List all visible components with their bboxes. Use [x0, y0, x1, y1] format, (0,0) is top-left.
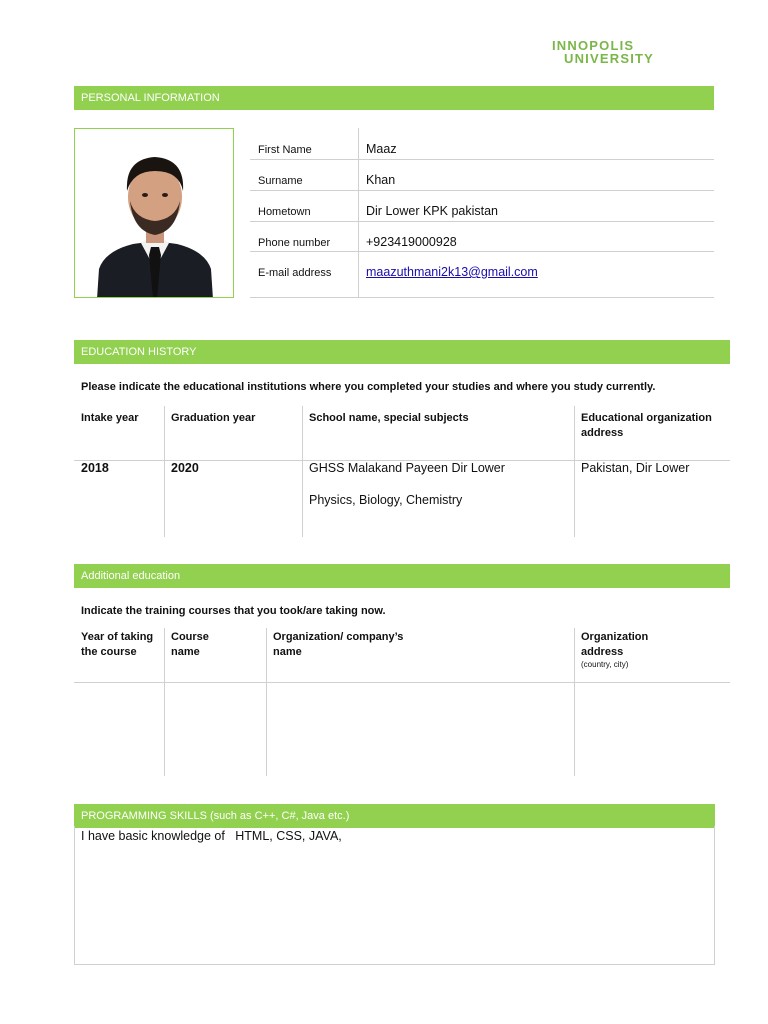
col-school-name: School name, special subjects	[309, 412, 469, 424]
phone-value: +923419000928	[366, 235, 457, 249]
portrait-image	[75, 129, 234, 298]
education-header: EDUCATION HISTORY	[74, 340, 730, 364]
phone-label: Phone number	[258, 237, 331, 249]
logo-line1: INNOPOLIS	[552, 38, 635, 53]
surname-value: Khan	[366, 173, 396, 187]
profile-photo	[74, 128, 234, 298]
col-divider	[164, 628, 165, 776]
col-intake-year: Intake year	[81, 412, 139, 424]
hometown-value: Dir Lower KPK pakistan	[366, 204, 499, 218]
email-link[interactable]: maazuthmani2k13@gmail.com	[366, 265, 538, 279]
first-name-label: First Name	[258, 144, 312, 156]
intake-year-value: 2018	[81, 461, 109, 475]
org-address-value: Pakistan, Dir Lower	[581, 461, 690, 475]
col-course-name: Course name	[171, 631, 209, 658]
graduation-year-value: 2020	[171, 461, 199, 475]
row-divider	[250, 190, 714, 191]
col-divider	[266, 628, 267, 776]
programming-skills-text: I have basic knowledge of HTML, CSS, JAVA,	[81, 829, 342, 843]
row-divider	[250, 297, 714, 298]
col-organization-address: Organization address	[581, 631, 649, 658]
programming-skills-header: PROGRAMMING SKILLS (such as C++, C#, Java etc.)	[74, 804, 715, 828]
email-label: E-mail address	[258, 267, 332, 279]
hometown-label: Hometown	[258, 206, 311, 218]
col-divider	[164, 406, 165, 537]
first-name-value: Maaz	[366, 142, 397, 156]
row-divider	[250, 251, 714, 252]
row-divider	[250, 159, 714, 160]
col-divider	[574, 628, 575, 776]
logo-line2: UNIVERSITY	[564, 51, 655, 66]
col-graduation-year: Graduation year	[171, 412, 256, 424]
university-logo	[552, 38, 697, 70]
col-company-name: Organization/ company’s name	[273, 631, 404, 658]
col-year-taking-course: Year of taking the course	[81, 631, 154, 658]
personal-info-header: PERSONAL INFORMATION	[74, 86, 714, 110]
subjects-value: Physics, Biology, Chemistry	[309, 493, 463, 507]
address-hint: (country, city)	[581, 660, 629, 669]
additional-education-note: Indicate the training courses that you took/are taking now.	[81, 605, 386, 617]
additional-education-header: Additional education	[74, 564, 730, 588]
table-divider	[74, 682, 730, 683]
col-divider	[302, 406, 303, 537]
school-name-value: GHSS Malakand Payeen Dir Lower	[309, 461, 505, 475]
col-divider	[574, 406, 575, 537]
row-divider	[250, 221, 714, 222]
programming-skills-box	[74, 826, 715, 965]
col-org-address: Educational organization address	[581, 412, 712, 439]
personal-info-divider	[358, 128, 359, 298]
education-note: Please indicate the educational institutions where you completed your studies and where you study currently.	[81, 381, 656, 393]
surname-label: Surname	[258, 175, 303, 187]
